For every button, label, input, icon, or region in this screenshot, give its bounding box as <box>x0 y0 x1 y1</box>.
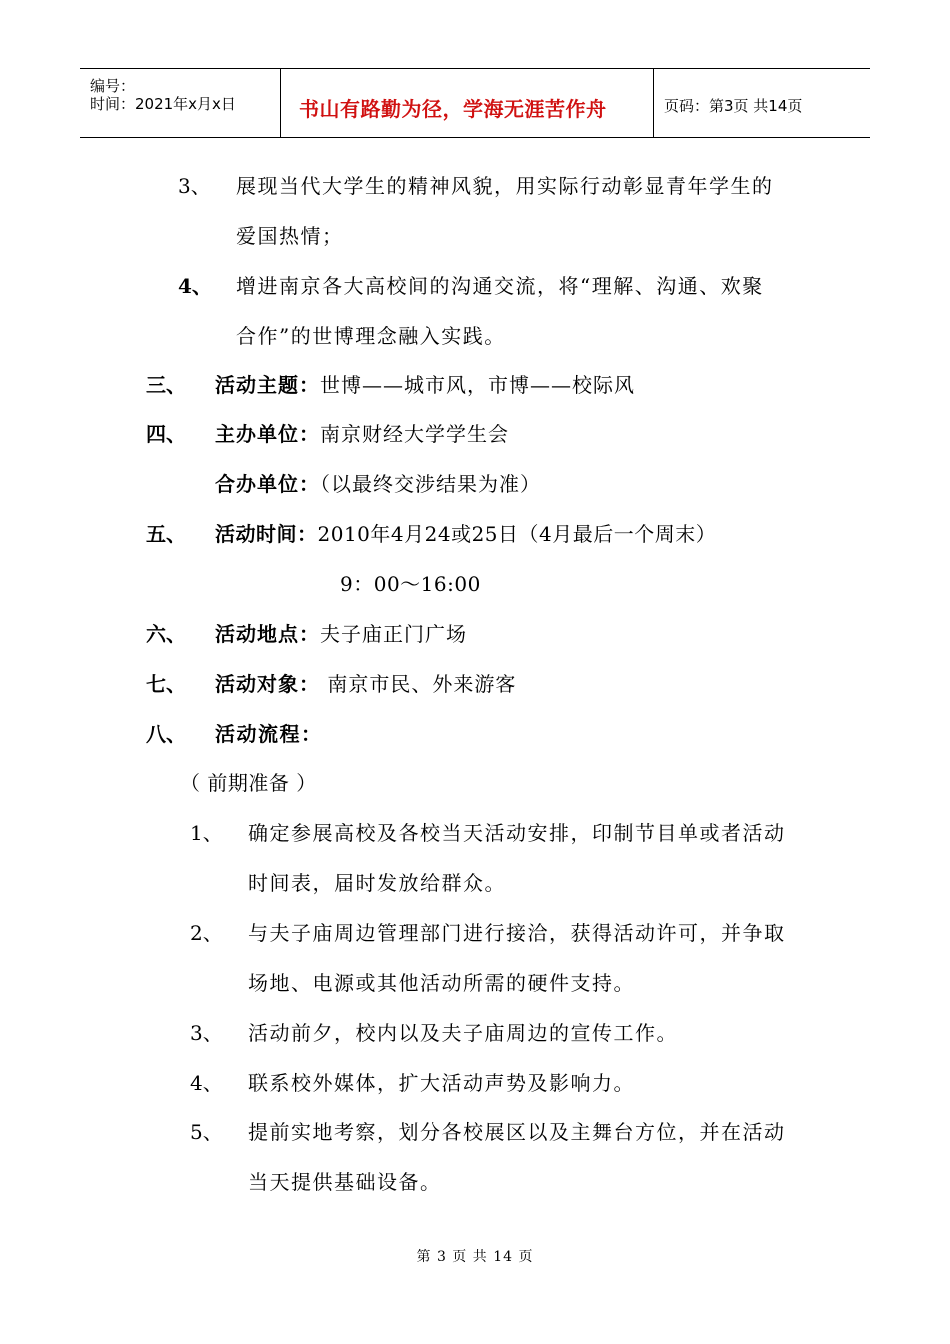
section-6-number: 六、 <box>146 622 186 646</box>
page-header <box>80 68 870 138</box>
goal-3-number: 3、 <box>178 174 211 198</box>
section-3-number: 三、 <box>146 373 186 397</box>
section-5-row <box>215 522 716 546</box>
page-info: 页码：第3页 共14页 <box>664 97 803 115</box>
section-6-row <box>215 622 467 646</box>
section-5-label: 活动时间： <box>215 522 318 546</box>
section-4-value: 南京财经大学学生会 <box>320 422 509 446</box>
prep-2-line2: 场地、电源或其他活动所需的硬件支持。 <box>248 971 635 995</box>
section-3-label: 活动主题： <box>215 373 320 397</box>
section-5-value: 2010年4月24或25日（4月最后一个周末） <box>317 522 717 546</box>
motto: 书山有路勤为径，学海无涯苦作舟 <box>299 97 607 121</box>
prep-5-line2: 当天提供基础设备。 <box>248 1170 442 1194</box>
section-7-number: 七、 <box>146 672 186 696</box>
header-motto-cell <box>281 69 654 137</box>
prep-4-number: 4、 <box>190 1071 223 1095</box>
date-label: 时间：2021年x月x日 <box>90 95 236 113</box>
section-4-number: 四、 <box>146 422 186 446</box>
section-8-number: 八、 <box>146 722 186 746</box>
section-4b-row <box>215 472 541 496</box>
section-4b-value: （以最终交涉结果为准） <box>320 472 541 496</box>
section-8-row <box>215 722 323 746</box>
section-4b-label: 合办单位： <box>215 472 320 496</box>
prep-1-number: 1、 <box>190 821 223 845</box>
goal-4-line2: 合作”的世博理念融入实践。 <box>236 324 506 348</box>
section-6-value: 夫子庙正门广场 <box>320 622 467 646</box>
section-7-value: 南京市民、外来游客 <box>320 672 517 696</box>
page-footer: 第 3 页 共 14 页 <box>416 1249 534 1265</box>
section-3-row <box>215 373 635 397</box>
prep-3-line1: 活动前夕，校内以及夫子庙周边的宣传工作。 <box>248 1021 678 1045</box>
code-label: 编号： <box>90 77 136 95</box>
section-6-label: 活动地点： <box>215 622 320 646</box>
goal-4-number: 4、 <box>178 274 212 298</box>
prep-1-line1: 确定参展高校及各校当天活动安排，印制节目单或者活动 <box>248 821 786 845</box>
section-7-row <box>215 672 516 696</box>
goal-3-line1: 展现当代大学生的精神风貌，用实际行动彰显青年学生的 <box>236 174 774 198</box>
section-7-label: 活动对象： <box>215 672 320 696</box>
section-8-label: 活动流程： <box>215 722 323 746</box>
section-4-label: 主办单位： <box>215 422 320 446</box>
prep-1-line2: 时间表，届时发放给群众。 <box>248 871 506 895</box>
prep-2-line1: 与夫子庙周边管理部门进行接洽，获得活动许可，并争取 <box>248 921 786 945</box>
prep-2-number: 2、 <box>190 921 223 945</box>
prep-5-line1: 提前实地考察，划分各校展区以及主舞台方位，并在活动 <box>248 1120 786 1144</box>
prep-4-line1: 联系校外媒体，扩大活动声势及影响力。 <box>248 1071 635 1095</box>
goal-4-line1: 增进南京各大高校间的沟通交流，将“理解、沟通、欢聚 <box>236 274 764 298</box>
header-left-cell <box>80 69 281 137</box>
prep-3-number: 3、 <box>190 1021 223 1045</box>
section-5-number: 五、 <box>146 522 186 546</box>
section-3-value: 世博——城市风，市博——校际风 <box>320 373 635 397</box>
prep-title: （ 前期准备 ） <box>180 771 317 795</box>
header-right-cell <box>654 69 870 137</box>
prep-5-number: 5、 <box>190 1120 223 1144</box>
section-4-row <box>215 422 509 446</box>
goal-3-line2: 爱国热情； <box>236 224 344 248</box>
section-5-time: 9：00～16:00 <box>340 572 481 596</box>
